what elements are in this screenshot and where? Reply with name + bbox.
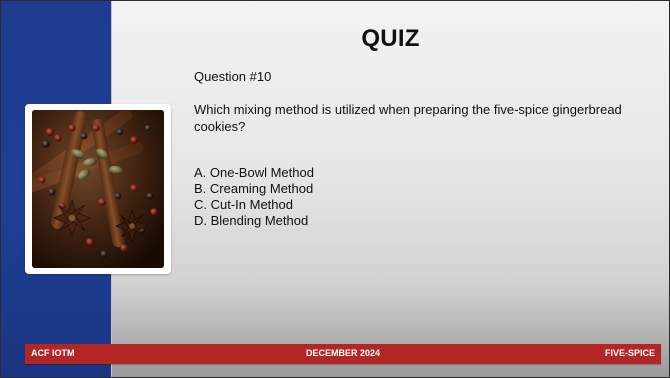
spices-photo-card [25,104,171,274]
question-text: Which mixing method is utilized when preparing the five-spice gingerbread cookies? [194,102,622,134]
answer-options [194,165,314,229]
spices-photo [32,110,164,268]
answer-option: C. Cut-In Method [194,197,293,212]
footer-right: FIVE-SPICE [604,348,655,358]
answer-option: B. Creaming Method [194,181,314,196]
answer-option: D. Blending Method [194,213,309,228]
footer-left: ACF IOTM [31,348,75,358]
answer-option: A. One-Bowl Method [194,165,314,180]
spices-photo-icon [32,110,164,268]
question-number: Question #10 [194,69,272,84]
footer-bar [25,344,661,364]
footer-center: DECEMBER 2024 [305,348,381,358]
slide-title: QUIZ [361,25,420,52]
